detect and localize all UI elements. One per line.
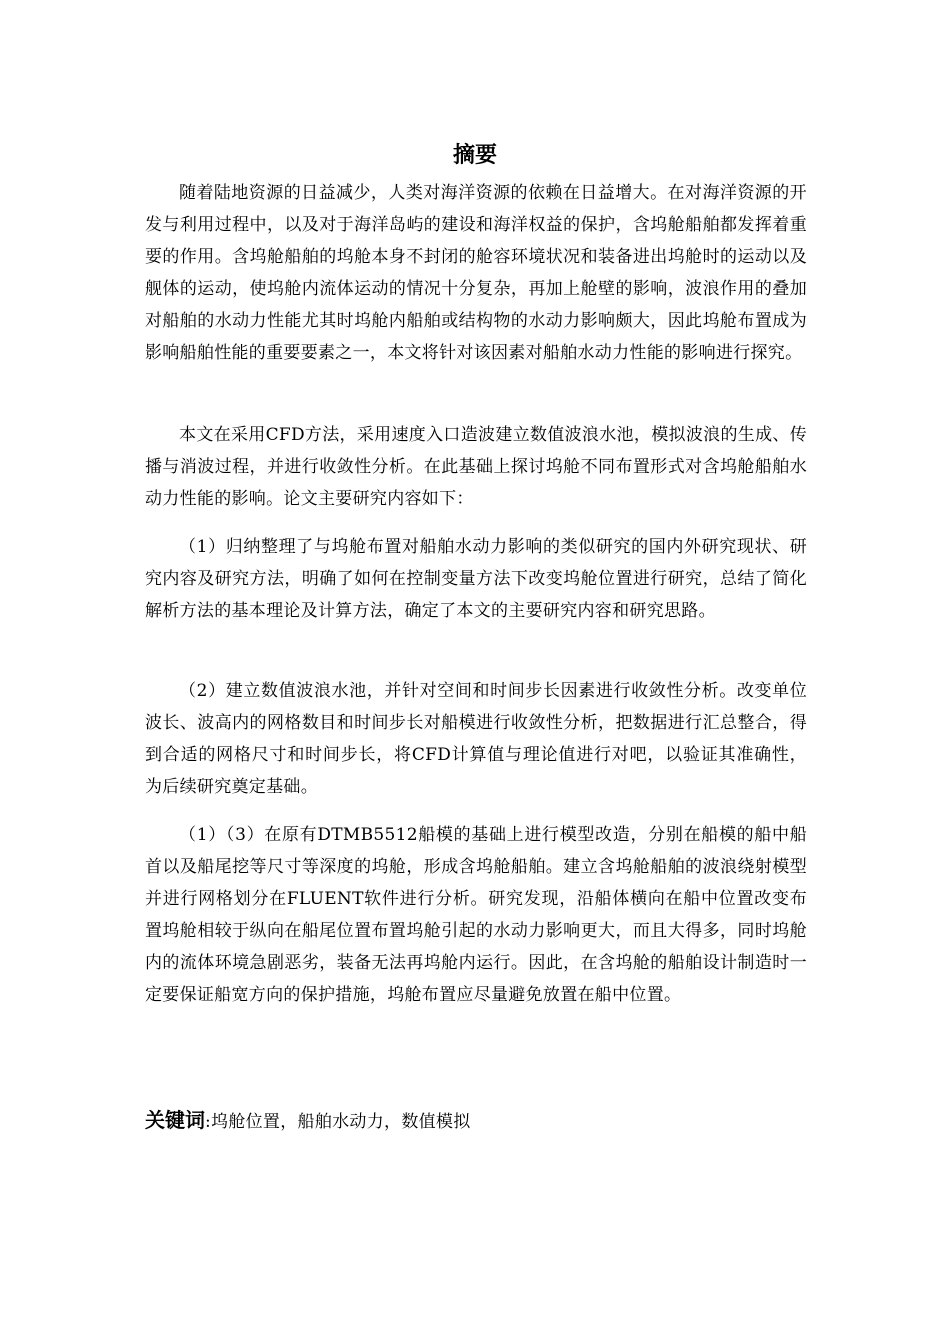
keywords-text: 坞舱位置，船舶水动力，数值模拟 xyxy=(211,1112,471,1132)
keywords-separator: : xyxy=(205,1112,212,1132)
abstract-paragraph-3: （1）归纳整理了与坞舱布置对船舶水动力影响的类似研究的国内外研究现状、研究内容及研究方法，明确了如何在控制变量方法下改变坞舱位置进行研究，总结了简化解析方法的基本理论及计算方法，确定了本文的主要研究内容和研究思路。 xyxy=(145,537,807,621)
abstract-paragraph-5: （1）（3）在原有DTMB5512船模的基础上进行模型改造，分别在船模的船中船首以及船尾挖等尺寸等深度的坞舱，形成含坞舱船舶。建立含坞舱船舶的波浪绕射模型并进行网格划分在FLUENT软件进行分析。研究发现，沿船体横向在船中位置改变布置坞舱相较于纵向在船尾位置布置坞舱引起的水动力影响更大，而且大得多，同时坞舱内的流体环境急剧恶劣，装备无法再坞舱内运行。因此，在含坞舱的船舶设计制造时一定要保证船宽方向的保护措施，坞舱布置应尽量避免放置在船中位置。 xyxy=(145,825,807,1005)
abstract-paragraph-1: 随着陆地资源的日益减少，人类对海洋资源的依赖在日益增大。在对海洋资源的开发与利用过程中，以及对于海洋岛屿的建设和海洋权益的保护，含坞舱船舶都发挥着重要的作用。含坞舱船舶的坞舱本身不封闭的舱容环境状况和装备进出坞舱时的运动以及舰体的运动，使坞舱内流体运动的情况十分复杂，再加上舱壁的影响，波浪作用的叠加对船舶的水动力性能尤其时坞舱内船舶或结构物的水动力影响颇大，因此坞舱布置成为影响船舶性能的重要要素之一，本文将针对该因素对船舶水动力性能的影响进行探究。 xyxy=(145,183,807,363)
abstract-paragraph-4: （2）建立数值波浪水池，并针对空间和时间步长因素进行收敛性分析。改变单位波长、波高内的网格数目和时间步长对船模进行收敛性分析，把数据进行汇总整合，得到合适的网格尺寸和时间步长，将CFD计算值与理论值进行对吧，以验证其准确性，为后续研究奠定基础。 xyxy=(145,681,807,797)
keywords-label: 关键词 xyxy=(145,1108,205,1132)
keywords-line xyxy=(145,1104,807,1138)
abstract-title: 摘要 xyxy=(452,143,497,168)
abstract-paragraph-2: 本文在采用CFD方法，采用速度入口造波建立数值波浪水池，模拟波浪的生成、传播与消波过程，并进行收敛性分析。在此基础上探讨坞舱不同布置形式对含坞舱船舶水动力性能的影响。论文主要研究内容如下： xyxy=(145,425,807,509)
